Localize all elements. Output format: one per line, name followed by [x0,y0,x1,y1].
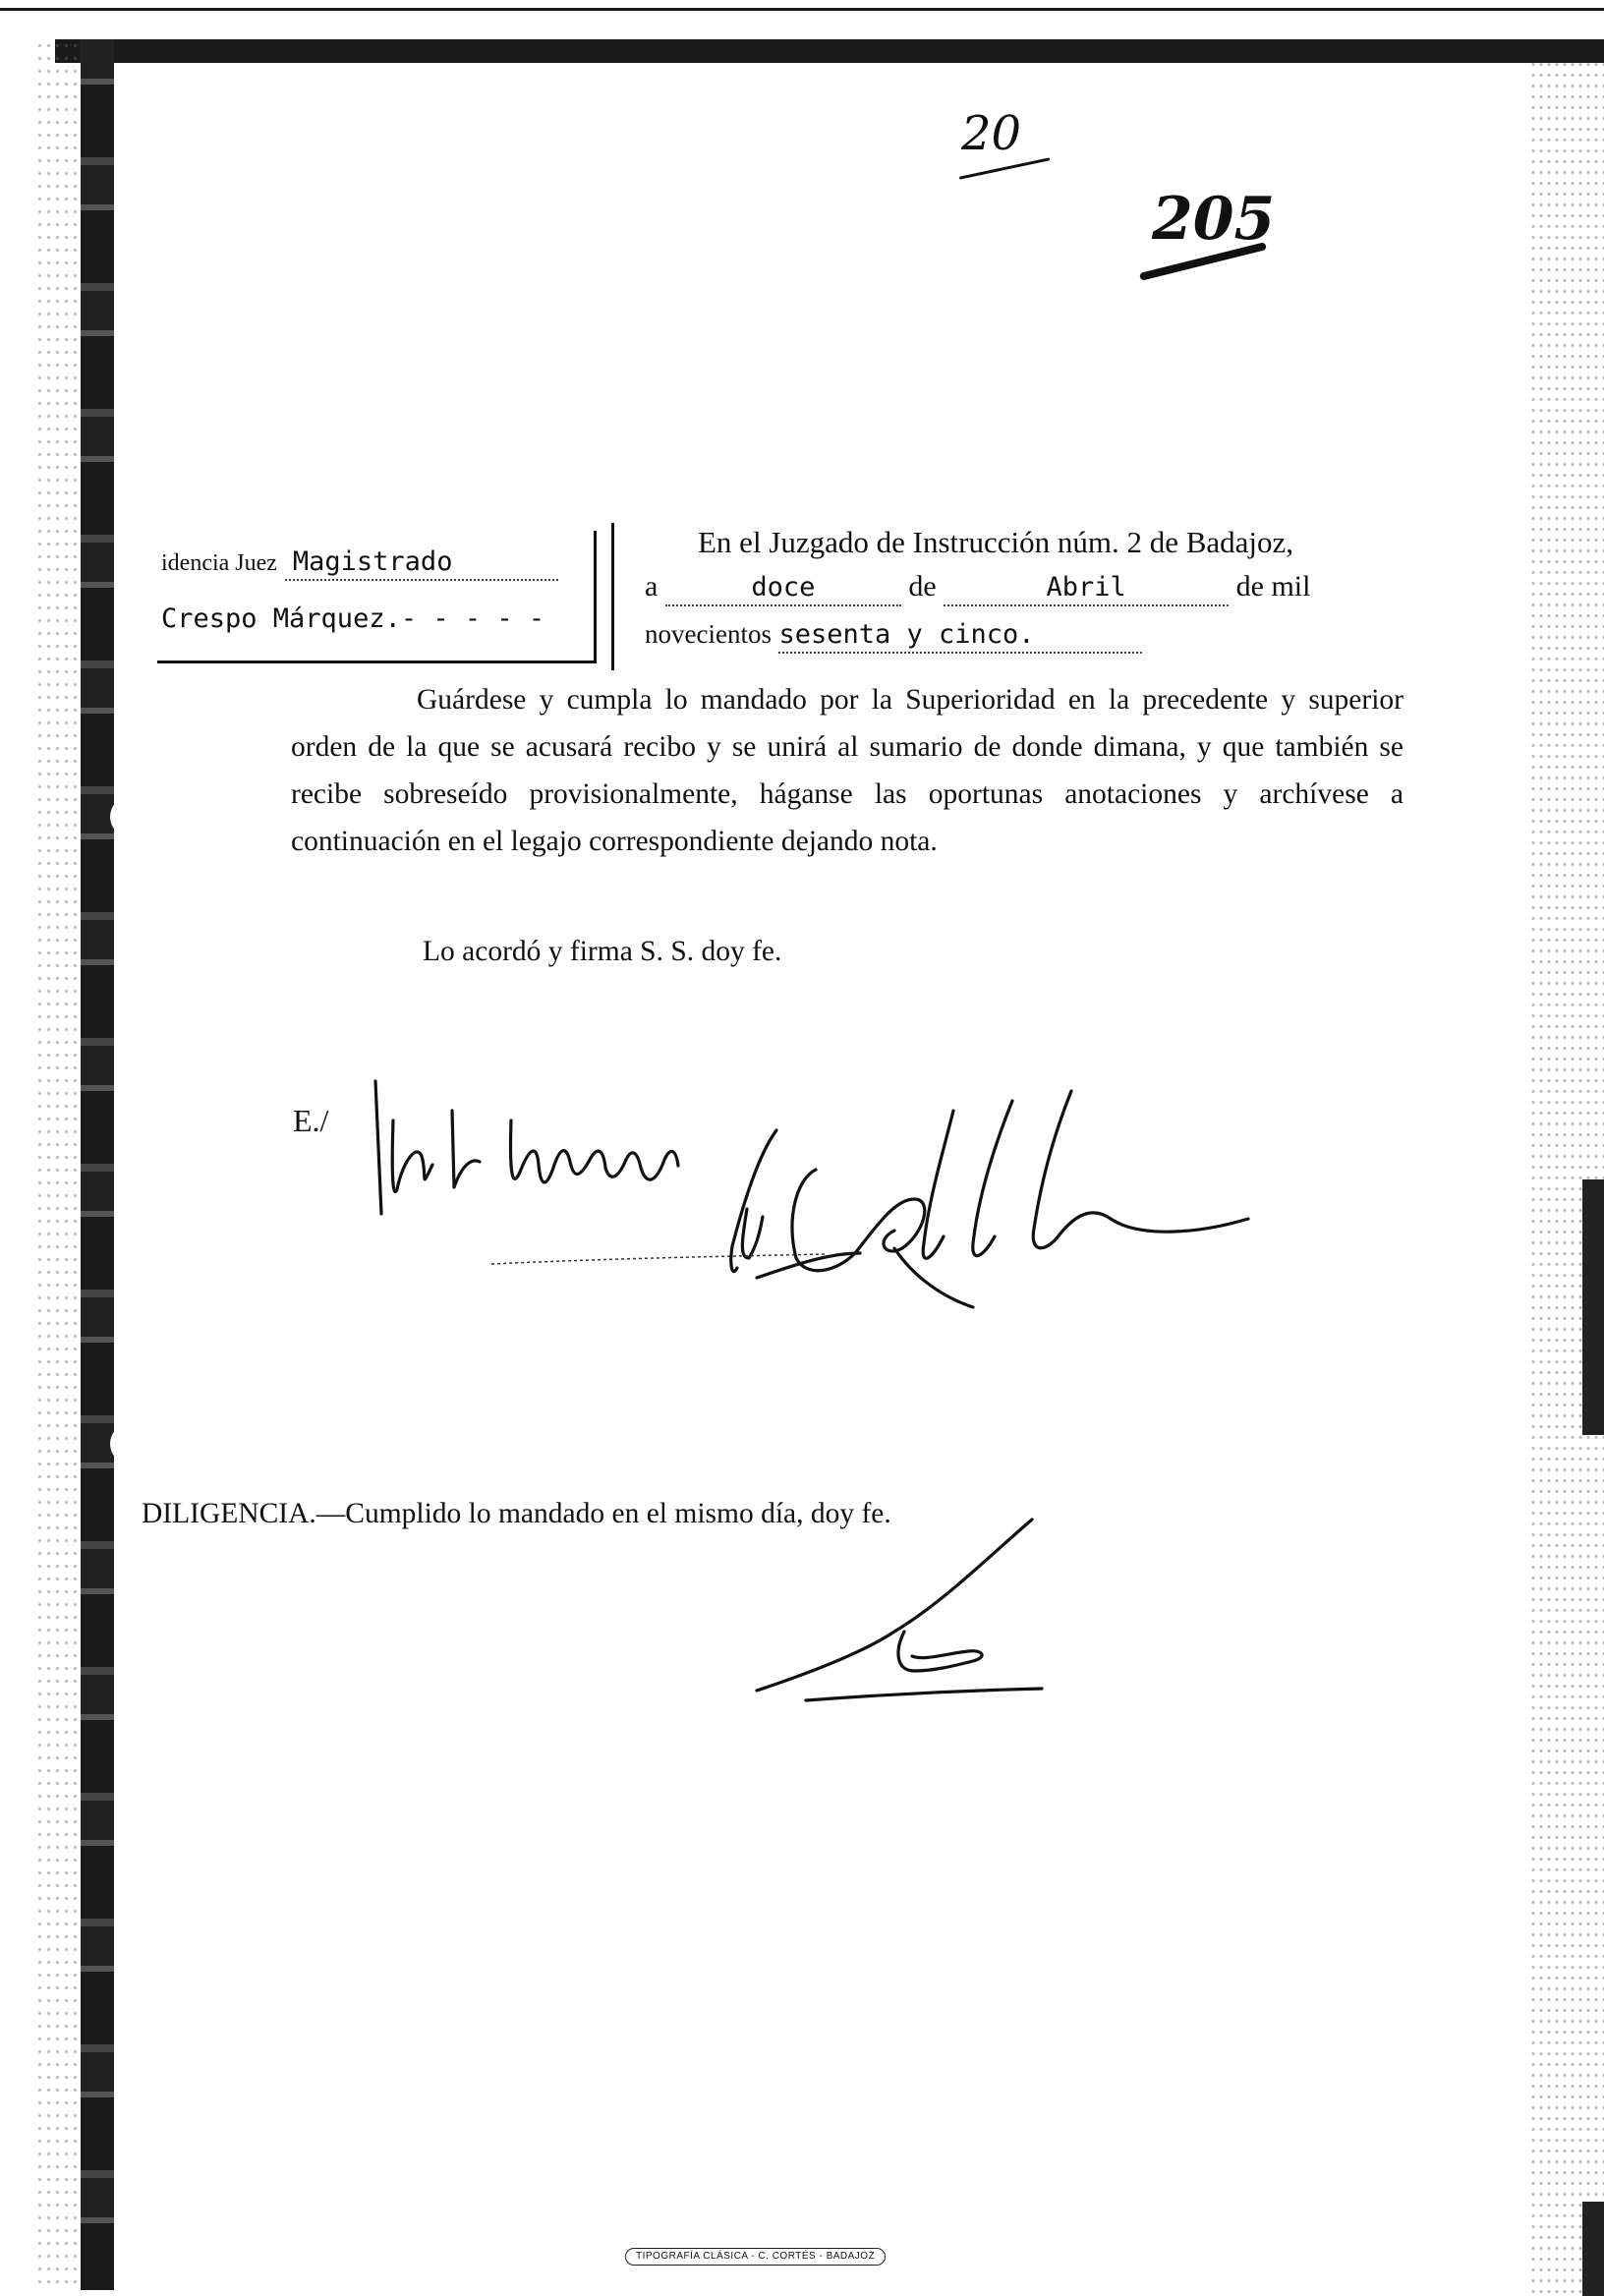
printer-imprint: TIPOGRAFÍA CLÁSICA - C. CORTÉS - BADAJOZ [625,2248,886,2266]
scan-edge-left [81,39,114,2290]
punch-hole-bottom [110,1423,151,1464]
closing-line: Lo acordó y firma S. S. doy fe. [423,936,782,967]
judge-signature [364,1071,1288,1327]
date-month: Abril [944,572,1229,606]
folio-number-large: 205 [1152,185,1276,254]
order-paragraph [291,676,1404,865]
date-de: de [908,570,937,603]
diligencia-line: DILIGENCIA.—Cumplido lo mandado en el mismo día, doy fe. [142,1498,891,1529]
folio-number-small: 20 [961,106,1022,161]
presidency-line-2 [161,603,544,634]
presidency-label: idencia Juez [161,550,277,576]
year-line [645,617,1142,654]
scan-edge-right-mark-bottom [1582,2202,1604,2296]
date-prefix: a [645,570,659,603]
signature-label: E./ [293,1103,329,1138]
year-typed: sesenta y cinco. [778,619,1142,654]
scan-edge-right-noise [1529,59,1604,2296]
order-text: Guárdese y cumpla lo mandado por la Superioridad en la precedente y superior orden de la que se acusará recibo y se unirá al sumario de donde dimana, y que también se recibe sobreseído provisionalmente, háganse las oportunas anotaciones y archívese a continuación en el legajo correspondiente dejando nota. [291,684,1404,857]
court-line: En el Juzgado de Instrucción núm. 2 de Badajoz, [698,525,1294,559]
punch-hole-top [110,796,151,837]
scan-edge-left-noise [35,39,81,2290]
judge-name: Crespo Márquez.- - - - - [161,603,545,634]
scan-edge-right-mark [1582,1179,1604,1435]
date-line [645,570,1310,606]
judge-title: Magistrado [285,546,558,581]
clerk-signature [747,1514,1061,1710]
date-suffix: de mil [1235,570,1311,603]
scan-edge-top [55,39,1604,63]
scan-edge-top-line [0,8,1604,11]
date-day: doce [665,572,901,606]
year-prefix: novecientos [645,619,772,649]
presidency-line-1 [161,546,558,581]
